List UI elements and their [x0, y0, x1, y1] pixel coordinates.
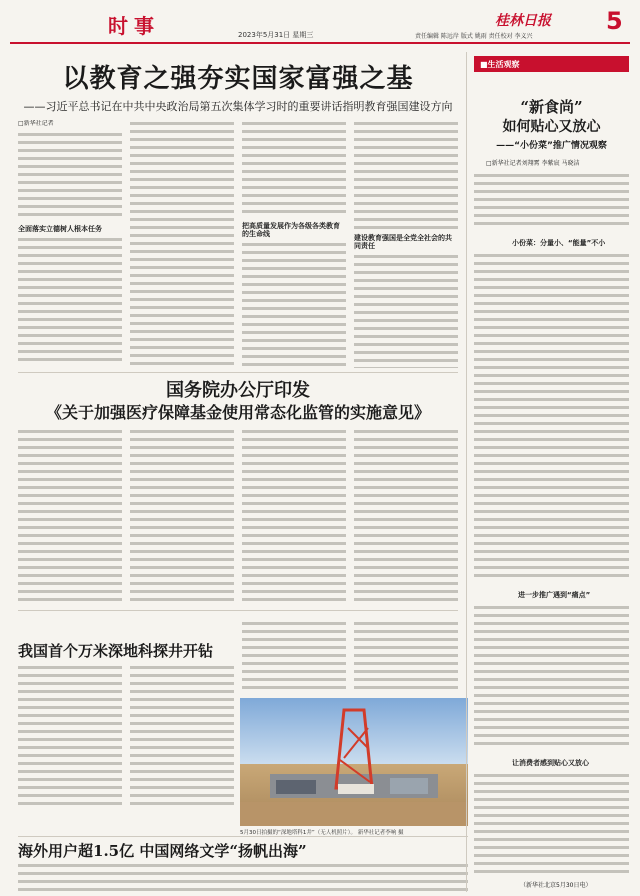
divider [18, 372, 458, 373]
divider [18, 610, 458, 611]
article3-column-2 [130, 664, 234, 806]
sidebar-body-3 [474, 604, 629, 750]
lead-column-2 [130, 120, 234, 368]
article2-column-4 [354, 428, 458, 604]
issue-date: 2023年5月31日 星期三 [238, 31, 314, 39]
sidebar-body-4 [474, 772, 629, 878]
editors-line: 责任编辑 陈远岸 版式 姚雨 责任校对 李义兴 [415, 33, 533, 40]
article4-headline: 海外用户超1.5亿 中国网络文学“扬帆出海” [18, 842, 307, 860]
sidebar-byline: □新华社记者刘翔霄 李紫宸 马晓洁 [486, 160, 580, 167]
sidebar-body-2 [474, 252, 629, 580]
sidebar-sign-off: （新华社北京5月30日电） [520, 882, 592, 889]
sidebar-subtitle: ——“小份菜”推广情况观察 [496, 141, 607, 151]
article3-column-3 [242, 620, 346, 694]
sidebar-title-line2: 如何贴心又放心 [502, 119, 601, 135]
article3-headline: 我国首个万米深地科探井开钻 [18, 642, 214, 660]
article4-body [18, 862, 468, 894]
article2-headline: 《关于加强医疗保障基金使用常态化监管的实施意见》 [45, 403, 430, 422]
article3-column-1 [18, 664, 122, 806]
article2-column-1 [18, 428, 122, 604]
page-number: 5 [606, 7, 623, 35]
column-separator [466, 52, 467, 892]
sidebar-head-2: 进一步推广遇到“痛点” [518, 591, 591, 599]
masthead [0, 0, 640, 44]
sidebar-tag: ■生活观察 [474, 56, 629, 72]
photo-caption: 5月30日拍摄的“深地塔科1井”（无人机照片）。 新华社记者李响 摄 [240, 830, 404, 836]
article3-column-4 [354, 620, 458, 694]
article2-kicker: 国务院办公厅印发 [166, 380, 310, 401]
sidebar-title-line1: “新食尚” [520, 98, 583, 116]
newspaper-logo: 桂林日报 [495, 13, 551, 29]
lead-section-head-3: 建设教育强国是全党全社会的共同责任 [354, 234, 452, 250]
lead-section-head-2: 把高质量发展作为各级各类教育的生命线 [242, 222, 340, 238]
lead-section-head-1: 全面落实立德树人根本任务 [18, 225, 102, 233]
article2-column-2 [130, 428, 234, 604]
sidebar-head-3: 让消费者感到贴心又放心 [512, 759, 589, 767]
lead-byline: □新华社记者 [18, 120, 54, 127]
divider [18, 836, 468, 837]
section-title: 时事 [108, 14, 160, 38]
article2-column-3 [242, 428, 346, 604]
lead-column-3 [242, 120, 346, 368]
lead-subhead: ——习近平总书记在中共中央政治局第五次集体学习时的重要讲话指明教育强国建设方向 [23, 100, 453, 113]
lead-headline: 以教育之强夯实国家富强之基 [62, 64, 414, 94]
lead-column-4 [354, 120, 458, 368]
drilling-site-photo [240, 698, 468, 826]
masthead-rule [10, 42, 630, 44]
lead-column-1 [18, 120, 122, 368]
sidebar-body-1 [474, 172, 629, 230]
sidebar-head-1: 小份菜：分量小、“能量”不小 [512, 239, 606, 247]
